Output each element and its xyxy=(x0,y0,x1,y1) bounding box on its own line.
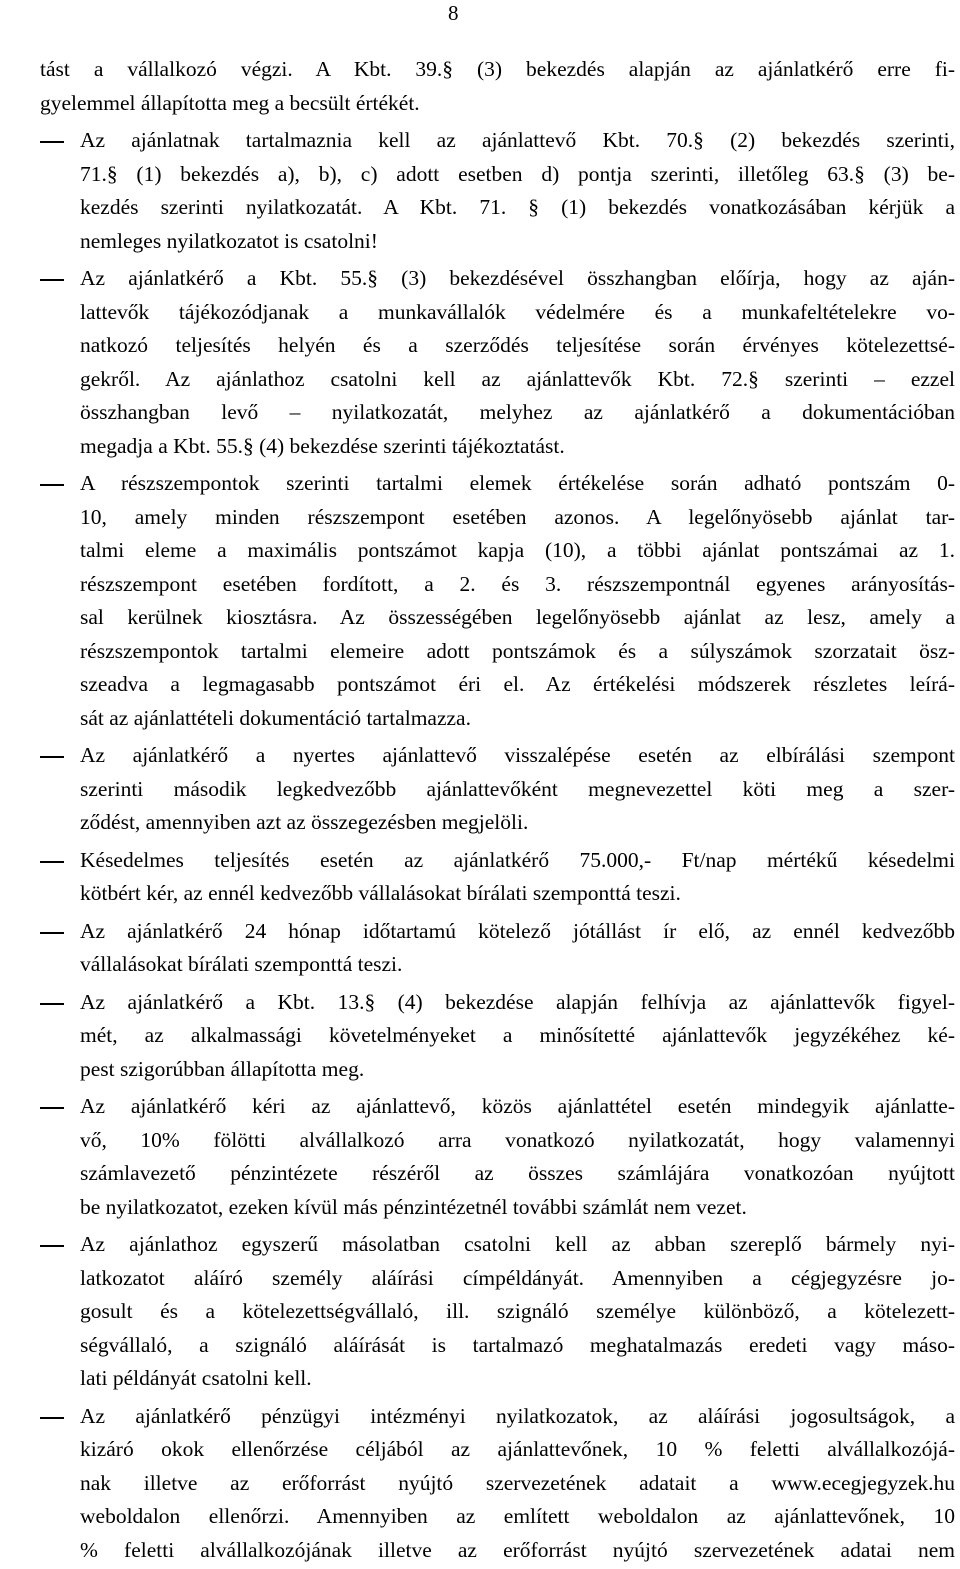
text-line: gosult és a kötelezettségvállaló, ill. szignáló személye különböző, a kötelezett- xyxy=(80,1299,955,1323)
bullet-item xyxy=(40,739,955,840)
text-line: Az ajánlatnak tartalmaznia kell az ajánlattevő Kbt. 70.§ (2) bekezdés szerinti, xyxy=(80,128,955,152)
dash-bullet-icon xyxy=(40,1107,64,1109)
text-line: megadja a Kbt. 55.§ (4) bekezdése szerinti tájékoztatást. xyxy=(80,433,565,458)
document-body xyxy=(40,53,955,1567)
bullet-marker xyxy=(40,124,80,158)
text-line: ződést, amennyiben azt az összegezésben megjelöli. xyxy=(80,810,529,834)
dash-bullet-icon xyxy=(40,1417,64,1419)
bullet-list xyxy=(40,120,955,1567)
bullet-marker xyxy=(40,739,80,773)
bullet-text xyxy=(80,739,955,840)
text-line: gyelemmel állapította meg a becsült értékét. xyxy=(40,90,420,115)
bullet-item xyxy=(40,915,955,982)
text-line: részszempontok tartalmi elemeire adott pontszámok és a súlyszámok szorzatait ösz- xyxy=(80,638,955,663)
dash-bullet-icon xyxy=(40,484,64,486)
bullet-item xyxy=(40,262,955,463)
text-line: Az ajánlatkérő pénzügyi intézményi nyilatkozatok, az aláírási jogosultságok, a xyxy=(80,1403,955,1428)
dash-bullet-icon xyxy=(40,932,64,934)
text-line: Késedelmes teljesítés esetén az ajánlatkérő 75.000,- Ft/nap mértékű késedelmi xyxy=(80,847,955,872)
bullet-text xyxy=(80,1400,955,1568)
text-line: be nyilatkozatot, ezeken kívül más pénzintézetnél további számlát nem vezet. xyxy=(80,1194,747,1219)
text-line: szerinti második legkedvezőbb ajánlattevőként megnevezettel köti meg a szer- xyxy=(80,776,955,801)
text-line: Az ajánlatkérő a Kbt. 55.§ (3) bekezdésével összhangban előírja, hogy az aján- xyxy=(80,266,955,290)
bullet-text xyxy=(80,915,955,982)
text-line: vállalásokat bírálati szemponttá teszi. xyxy=(80,952,403,976)
bullet-item xyxy=(40,1090,955,1224)
text-line: latkozatot aláíró személy aláírási címpéldányát. Amennyiben a cégjegyzésre jo- xyxy=(80,1265,955,1290)
text-line: sal kerülnek kiosztásra. Az összességében legelőnyösebb ajánlat az lesz, amely a xyxy=(80,605,955,629)
text-line: Az ajánlathoz egyszerű másolatban csatolni kell az abban szereplő bármely nyi- xyxy=(80,1232,955,1256)
text-line: összhangban levő – nyilatkozatát, melyhez az ajánlatkérő a dokumentációban xyxy=(80,400,955,424)
dash-bullet-icon xyxy=(40,861,64,863)
text-line: kizáró okok ellenőrzése céljából az ajánlattevőnek, 10 % feletti alvállalkozójá- xyxy=(80,1437,955,1461)
bullet-item xyxy=(40,986,955,1087)
bullet-item xyxy=(40,124,955,258)
bullet-marker xyxy=(40,986,80,1020)
bullet-text xyxy=(80,844,955,911)
text-line: % feletti alvállalkozójának illetve az erőforrást nyújtó szervezetének adatai nem xyxy=(80,1537,955,1562)
intro-paragraph xyxy=(40,53,955,120)
text-line: szeadva a legmagasabb pontszámot éri el. Az értékelési módszerek részletes leírá- xyxy=(80,672,955,696)
text-line: lati példányát csatolni kell. xyxy=(80,1366,312,1390)
text-line: kötbért kér, az ennél kedvezőbb vállalásokat bírálati szemponttá teszi. xyxy=(80,881,681,905)
bullet-text xyxy=(80,124,955,258)
bullet-marker xyxy=(40,262,80,296)
text-line: Az ajánlatkérő a Kbt. 13.§ (4) bekezdése alapján felhívja az ajánlattevők figyel- xyxy=(80,989,955,1014)
text-line: vő, 10% fölötti alvállalkozó arra vonatkozó nyilatkozatát, hogy valamennyi xyxy=(80,1127,955,1152)
bullet-item xyxy=(40,1400,955,1568)
bullet-text xyxy=(80,262,955,463)
bullet-item xyxy=(40,467,955,735)
text-line: 71.§ (1) bekezdés a), b), c) adott esetben d) pontja szerinti, illetőleg 63.§ (3) be- xyxy=(80,161,955,186)
bullet-item xyxy=(40,1228,955,1396)
bullet-marker xyxy=(40,1228,80,1262)
text-line: tást a vállalkozó végzi. A Kbt. 39.§ (3) bekezdés alapján az ajánlatkérő erre fi- xyxy=(40,57,955,81)
text-line: lattevők tájékozódjanak a munkavállalók védelmére és a munkafeltételekre vo- xyxy=(80,299,955,324)
bullet-text xyxy=(80,1090,955,1224)
bullet-text xyxy=(80,1228,955,1396)
text-line: Az ajánlatkérő a nyertes ajánlattevő visszalépése esetén az elbírálási szempont xyxy=(80,743,955,767)
dash-bullet-icon xyxy=(40,1245,64,1247)
text-line: részszempont esetében fordított, a 2. és 3. részszempontnál egyenes arányosítás- xyxy=(80,571,955,596)
text-line: 10, amely minden részszempont esetében azonos. A legelőnyösebb ajánlat tar- xyxy=(80,504,955,529)
text-line: kezdés szerinti nyilatkozatát. A Kbt. 71. § (1) bekezdés vonatkozásában kérjük a xyxy=(80,195,955,219)
text-line: Az ajánlatkérő kéri az ajánlattevő, közös ajánlattétel esetén mindegyik ajánlatte- xyxy=(80,1094,955,1118)
dash-bullet-icon xyxy=(40,279,64,281)
text-line: A részszempontok szerinti tartalmi elemek értékelése során adható pontszám 0- xyxy=(80,471,955,495)
text-line: nemleges nyilatkozatot is csatolni! xyxy=(80,228,378,253)
dash-bullet-icon xyxy=(40,756,64,758)
text-line: nak illetve az erőforrást nyújtó szervezetének adatait a www.ecegjegyzek.hu xyxy=(80,1470,955,1495)
text-line: mét, az alkalmassági követelményeket a minősítetté ajánlattevők jegyzékéhez ké- xyxy=(80,1023,955,1047)
text-line: számlavezető pénzintézete részéről az összes számlájára vonatkozóan nyújtott xyxy=(80,1161,955,1185)
text-line: talmi eleme a maximális pontszámot kapja (10), a többi ajánlat pontszámai az 1. xyxy=(80,538,955,562)
text-line: Az ajánlatkérő 24 hónap időtartamú kötelező jótállást ír elő, az ennél kedvezőbb xyxy=(80,918,955,943)
bullet-text xyxy=(80,986,955,1087)
page-number: 8 xyxy=(448,1,459,25)
text-line: pest szigorúbban állapította meg. xyxy=(80,1056,365,1081)
bullet-marker xyxy=(40,915,80,949)
text-line: sát az ajánlattételi dokumentáció tartalmazza. xyxy=(80,705,471,730)
bullet-marker xyxy=(40,467,80,501)
bullet-item xyxy=(40,844,955,911)
text-line: natkozó teljesítés helyén és a szerződés teljesítése során érvényes kötelezettsé- xyxy=(80,333,955,357)
text-line: ségvállaló, a szignáló aláírását is tartalmazó meghatalmazás eredeti vagy máso- xyxy=(80,1332,955,1357)
bullet-marker xyxy=(40,1400,80,1434)
bullet-marker xyxy=(40,844,80,878)
dash-bullet-icon xyxy=(40,141,64,143)
text-line: gekről. Az ajánlathoz csatolni kell az ajánlattevők Kbt. 72.§ szerinti – ezzel xyxy=(80,366,955,391)
bullet-text xyxy=(80,467,955,735)
bullet-marker xyxy=(40,1090,80,1124)
dash-bullet-icon xyxy=(40,1003,64,1005)
text-line: weboldalon ellenőrzi. Amennyiben az említett weboldalon az ajánlattevőnek, 10 xyxy=(80,1504,955,1528)
